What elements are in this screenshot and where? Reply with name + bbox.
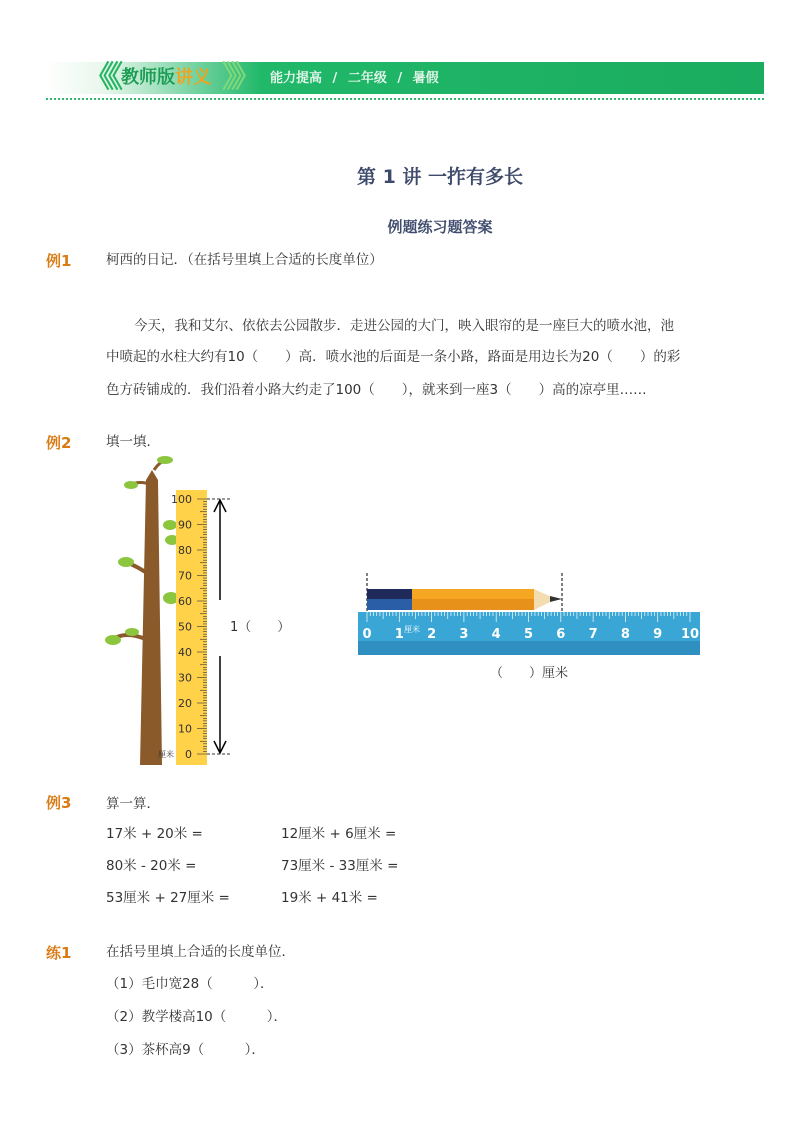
ruler-label: 0	[362, 627, 372, 642]
ex2-prompt: 填一填．	[106, 434, 160, 450]
page-title: 第 1 讲 一拃有多长	[356, 166, 524, 188]
ruler-label: 8	[620, 627, 630, 642]
p1-prompt: 在括号里填上合适的长度单位．	[106, 944, 295, 960]
ex3-right-eq: 19米 + 41米 =	[281, 890, 378, 906]
ruler-label: 1	[394, 627, 404, 642]
ruler-answer: （ ）厘米	[490, 666, 569, 681]
ex2-label: 例2	[46, 434, 72, 452]
tree-ruler-label: 50	[178, 620, 192, 634]
ruler-label: 3	[459, 627, 469, 642]
tree-ruler	[158, 490, 207, 765]
tree-answer: 1（ ）	[230, 620, 291, 635]
ruler-label: 4	[491, 627, 501, 642]
ex3-left-eq: 80米 - 20米 =	[106, 858, 197, 874]
crumb: 能力提高	[270, 71, 323, 86]
ruler-label: 10	[680, 627, 700, 642]
ex1-label: 例1	[46, 252, 72, 270]
left-chevrons-icon: 《《	[84, 60, 117, 95]
p1-item: （2）教学楼高10（ ）．	[106, 1009, 288, 1025]
tree-ruler-label: 0	[185, 748, 192, 761]
right-chevrons-icon: 》》	[222, 60, 255, 95]
tree-ruler-label: 30	[178, 671, 192, 685]
ex3-right-eq: 12厘米 + 6厘米 =	[281, 826, 397, 842]
ruler-label: 9	[653, 627, 663, 642]
ex3-prompt: 算一算．	[106, 796, 160, 812]
tree-ruler-label: 80	[178, 544, 192, 557]
header-title: 教师版讲义	[121, 67, 211, 88]
crumb: 暑假	[412, 71, 439, 86]
ruler-label: 6	[556, 627, 566, 642]
p1-item: （1）毛巾宽28（ ）．	[106, 976, 274, 992]
p1-label: 练1	[46, 944, 72, 962]
tree-ruler-label: 40	[178, 646, 192, 659]
tree-ruler-label: 70	[178, 569, 192, 583]
ruler-unit: 厘米	[404, 625, 420, 634]
tree-ruler-label: 20	[178, 697, 192, 710]
ex3-label: 例3	[46, 794, 72, 812]
ex3-left-eq: 17米 + 20米 =	[106, 826, 203, 842]
ex1-line: 中喷起的水柱大约有10（ ）高．喷水池的后面是一条小路，路面是用边长为20（ ）的彩	[106, 349, 681, 365]
ruler-label: 7	[588, 627, 598, 642]
ex3-left-eq: 53厘米 + 27厘米 =	[106, 890, 230, 906]
tree-ruler-label: 10	[178, 722, 192, 736]
ex1-line: 色方砖铺成的．我们沿着小路大约走了100（ ），就来到一座3（ ）高的凉亭里……	[106, 382, 647, 398]
tree-ruler-label: 60	[178, 595, 192, 608]
crumb: 二年级	[347, 71, 387, 86]
ex3-right-eq: 73厘米 - 33厘米 =	[281, 858, 399, 874]
tree-illustration	[105, 456, 179, 765]
ex1-prompt: 柯西的日记．（在括号里填上合适的长度单位）	[106, 252, 383, 268]
horizontal-ruler	[358, 612, 700, 655]
tree-ruler-unit: 厘米	[158, 750, 174, 759]
p1-item: （3）茶杯高9（ ）．	[106, 1042, 265, 1058]
page-subtitle: 例题练习题答案	[387, 218, 493, 236]
ruler-label: 5	[523, 627, 534, 642]
pencil-illustration	[367, 573, 562, 614]
ex1-line: 今天，我和艾尔、依依去公园散步．走进公园的大门，映入眼帘的是一座巨大的喷水池，池	[134, 318, 674, 334]
crumb-separator: /	[397, 71, 403, 86]
crumb-separator: /	[332, 71, 338, 86]
tree-ruler-label: 90	[178, 518, 192, 532]
ruler-label: 2	[427, 627, 437, 642]
tree-ruler-label: 100	[171, 493, 192, 506]
